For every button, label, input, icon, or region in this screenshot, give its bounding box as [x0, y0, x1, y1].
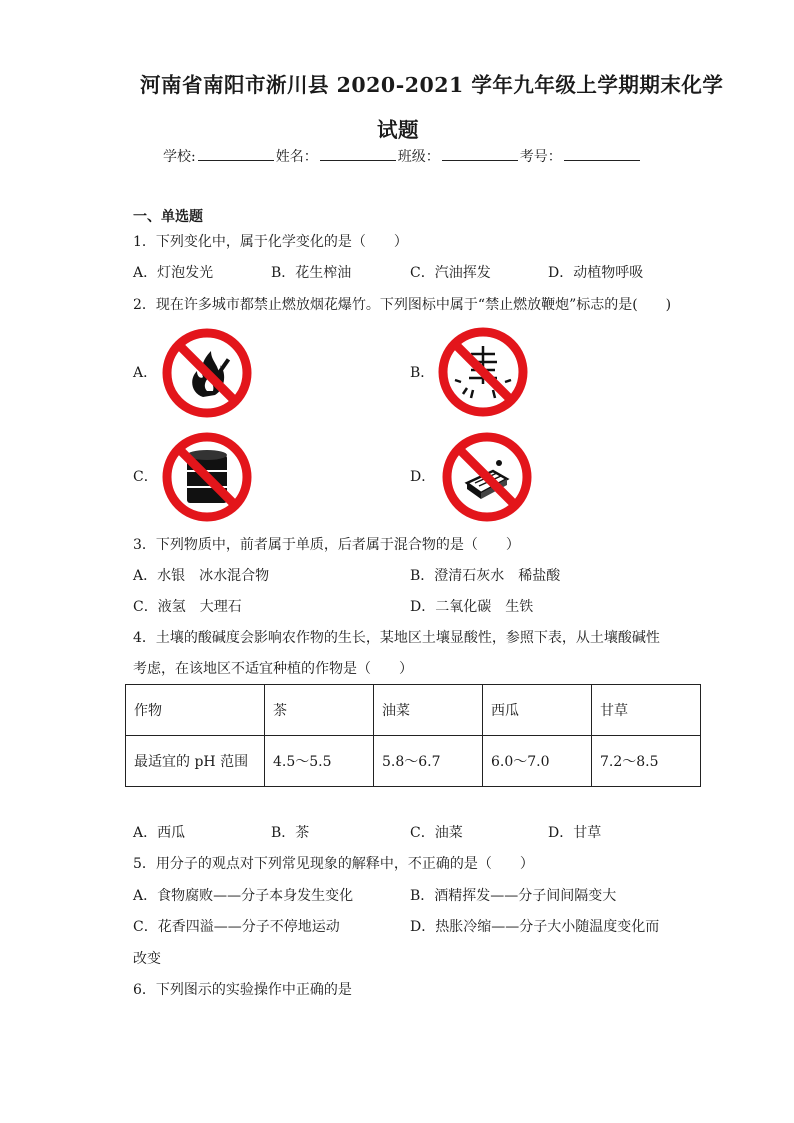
table-cell: 4.5～5.5 — [265, 736, 374, 787]
class-blank[interactable] — [442, 146, 518, 161]
table-cell: 茶 — [265, 685, 374, 736]
table-cell: 甘草 — [592, 685, 701, 736]
q2-option-d: D． — [410, 469, 436, 485]
school-blank[interactable] — [198, 146, 274, 161]
ph-range-table — [125, 684, 701, 787]
table-cell: 5.8～6.7 — [374, 736, 483, 787]
q2-option-c: C． — [133, 469, 158, 485]
table-cell: 西瓜 — [483, 685, 592, 736]
q4-option-d: D．甘草 — [548, 825, 602, 841]
school-label: 学校: — [163, 149, 196, 165]
table-cell: 作物 — [126, 685, 265, 736]
name-label: 姓名： — [275, 149, 318, 165]
q5-option-d: D．热胀冷缩——分子大小随温度变化而 — [410, 919, 660, 935]
exam-no-blank[interactable] — [564, 146, 640, 161]
q5-option-b: B．酒精挥发——分子间间隔变大 — [410, 888, 617, 904]
q4-stem-line1: 4．土壤的酸碱度会影响农作物的生长，某地区土壤显酸性，参照下表，从土壤酸碱性 — [133, 630, 660, 646]
table-header-row — [126, 685, 701, 736]
page-title-line2: 试题 — [377, 118, 419, 142]
header-fields — [163, 146, 642, 166]
q3-stem: 3．下列物质中，前者属于单质，后者属于混合物的是（ ） — [133, 537, 520, 553]
q2-stem: 2．现在许多城市都禁止燃放烟花爆竹。下列图标中属于“禁止燃放鞭炮”标志的是( ) — [133, 297, 672, 313]
q5-option-c: C．花香四溢——分子不停地运动 — [133, 919, 340, 935]
page-title: 河南省南阳市淅川县 2020-2021 学年九年级上学期期末化学 — [140, 73, 724, 97]
no-fire-icon — [161, 327, 253, 419]
table-row — [126, 736, 701, 787]
q5-stem: 5．用分子的观点对下列常见现象的解释中，不正确的是（ ） — [133, 856, 534, 872]
q3-option-a: A．水银 冰水混合物 — [133, 568, 270, 584]
q4-option-c: C．油菜 — [410, 825, 463, 841]
section-heading: 一、单选题 — [133, 209, 203, 225]
q1-stem: 1．下列变化中，属于化学变化的是（ ） — [133, 234, 408, 250]
q3-option-c: C．液氢 大理石 — [133, 599, 242, 615]
exam-no-label: 考号： — [519, 149, 562, 165]
q3-option-b: B．澄清石灰水 稀盐酸 — [410, 568, 561, 584]
no-matches-icon — [441, 431, 533, 523]
q4-option-b: B．茶 — [271, 825, 310, 841]
q1-option-a: A．灯泡发光 — [133, 265, 214, 281]
q5-option-d-cont: 改变 — [133, 951, 161, 967]
no-oil-drum-icon — [161, 431, 253, 523]
q4-stem-line2: 考虑，在该地区不适宜种植的作物是（ ） — [133, 661, 413, 677]
q4-option-a: A．西瓜 — [133, 825, 186, 841]
q1-option-b: B．花生榨油 — [271, 265, 352, 281]
table-cell: 油菜 — [374, 685, 483, 736]
name-blank[interactable] — [320, 146, 396, 161]
q5-option-a: A．食物腐败——分子本身发生变化 — [133, 888, 354, 904]
q2-option-b: B． — [410, 365, 435, 381]
q2-option-a: A． — [133, 365, 158, 381]
q1-option-d: D．动植物呼吸 — [548, 265, 644, 281]
q3-option-d: D．二氧化碳 生铁 — [410, 599, 534, 615]
no-firecrackers-icon — [437, 326, 529, 418]
class-label: 班级： — [397, 149, 440, 165]
table-cell: 7.2～8.5 — [592, 736, 701, 787]
q6-stem: 6．下列图示的实验操作中正确的是 — [133, 982, 352, 998]
table-cell: 6.0～7.0 — [483, 736, 592, 787]
q1-option-c: C．汽油挥发 — [410, 265, 491, 281]
table-cell: 最适宜的 pH 范围 — [126, 736, 265, 787]
